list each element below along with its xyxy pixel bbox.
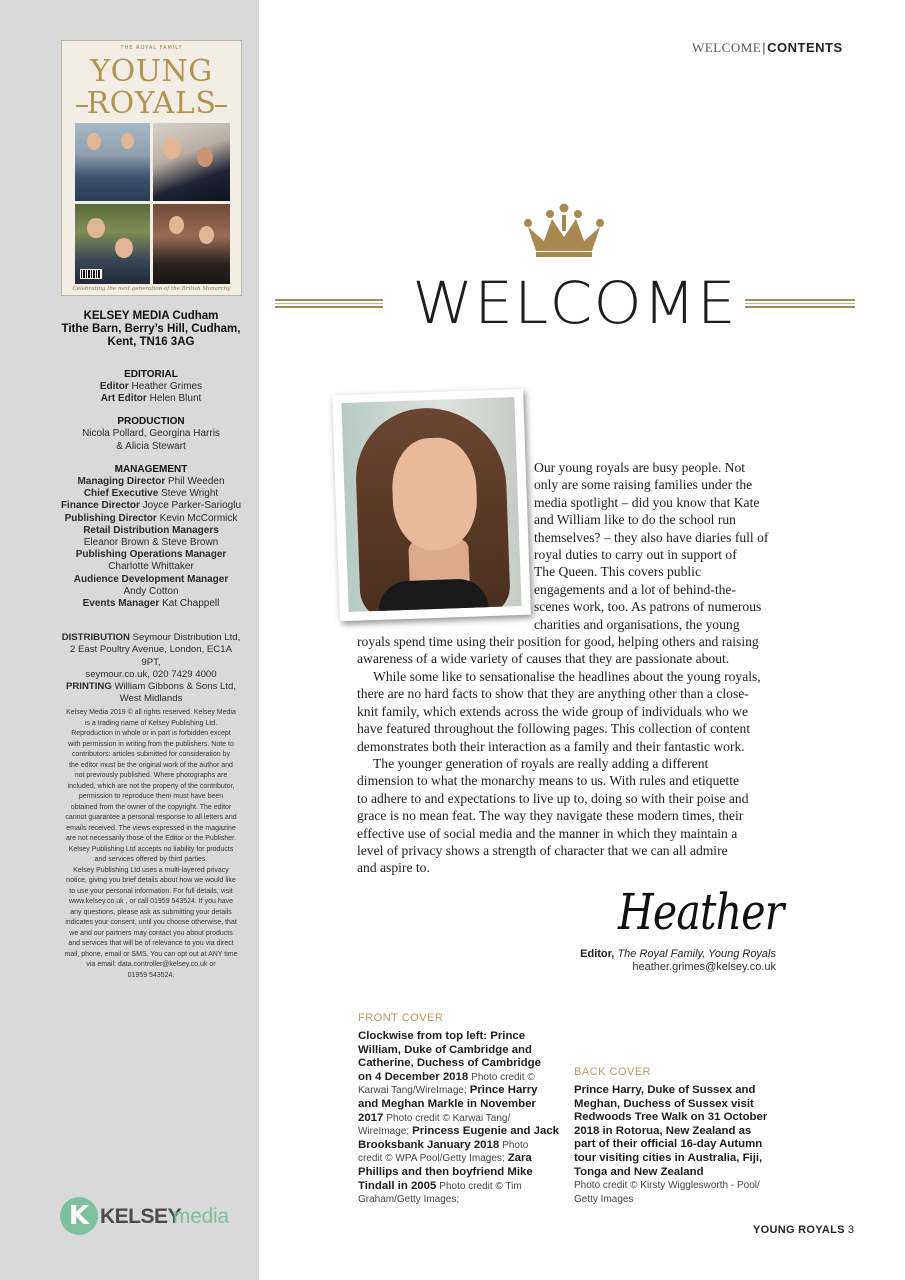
cover-photo-harry-meghan: [153, 123, 230, 201]
text-line: royal duties to carry out in support of: [534, 547, 737, 563]
section-name: WELCOME: [692, 40, 762, 55]
legal-line: to use your personal information. For full details, visit: [69, 887, 233, 895]
legal-line: Kelsey Media 2019 © all rights reserved. Kelsey Media: [66, 709, 236, 716]
legal-line: not previously published. Where photographs are: [74, 772, 228, 779]
magazine-cover-thumbnail: [61, 40, 242, 296]
credit-line: Publishing Director Kevin McCormick: [64, 512, 238, 524]
legal-line: included, which are not the property of the contributor,: [67, 782, 235, 790]
text-line: knit family, which extends across the wide group of individuals who we: [357, 703, 748, 719]
text-line: The Queen. This covers public: [534, 564, 701, 580]
page-footer: [753, 1224, 854, 1236]
intro-paragraph-continued: [357, 633, 759, 668]
text-line: themselves? – they also have diaries full of: [534, 529, 769, 545]
publisher-address: [60, 310, 242, 350]
barcode-icon: [80, 269, 102, 279]
legal-line: with permission in writing from the publishers. Note to: [68, 740, 234, 748]
text-line: awareness of a wide variety of causes that they are passionate about.: [357, 651, 730, 667]
legal-line: indicates your consent, until you choose otherwise, that: [65, 919, 237, 926]
legal-line: permission to reproduce them must have been: [78, 793, 224, 800]
text-line: Our young royals are busy people. Not: [534, 460, 746, 475]
legal-line: obtained from the owner of the copyright. The editor: [70, 803, 232, 811]
address-line: Tithe Barn, Berry’s Hill, Cudham,: [61, 323, 241, 336]
body-paragraph-2: [357, 668, 761, 755]
editor-credit: Editor, The Royal Family, Young Royals: [580, 948, 776, 960]
cover-tagline: Celebrating the next generation of the British Monarchy: [72, 286, 231, 292]
legal-line: via email: data.controller@kelsey.co.uk or: [86, 961, 216, 968]
text-line: media spotlight – did you know that Kate: [534, 494, 760, 510]
legal-notice: [60, 708, 242, 981]
logo-wordmark-media: media: [173, 1205, 229, 1228]
kelsey-logo-icon: K: [60, 1197, 98, 1235]
legal-line: emails received. The views expressed in the magazine: [66, 824, 236, 832]
text-line: demonstrates both their interaction as a family and their fantastic work.: [357, 738, 745, 754]
address-line: Kent, TN16 3AG: [107, 336, 195, 349]
production-heading: PRODUCTION: [117, 416, 185, 428]
cover-title-line1: YOUNG: [90, 54, 213, 89]
credit-line: Editor Heather Grimes: [99, 380, 203, 392]
legal-line: Reproduction in whole or in part is forbidden except: [71, 730, 231, 737]
legal-line: and services that will be of relevance to you via direct: [68, 940, 234, 947]
text-line: to adhere to and expectations to live up to, doing so with their poise and: [357, 790, 749, 806]
credit-line: DISTRIBUTION Seymour Distribution Ltd,: [61, 632, 241, 644]
credit-line: PRINTING William Gibbons & Sons Ltd,: [65, 681, 237, 693]
text-line: While some like to sensationalise the headlines about the young royals,: [373, 669, 761, 684]
address-line: KELSEY MEDIA Cudham: [83, 310, 219, 322]
editor-portrait-photo: [332, 389, 531, 622]
legal-line: are not necessarily those of the Editor or the Publisher.: [65, 835, 237, 842]
credit-line: seymour.co.uk, 020 7429 4000: [85, 668, 217, 680]
logo-wordmark: KELSEY: [100, 1205, 182, 1228]
section-header: [692, 40, 862, 56]
text-line: engagements and a lot of behind-the-: [534, 581, 736, 597]
section-divider: |: [762, 40, 767, 55]
legal-line: cannot guarantee a personal response to all letters and: [65, 814, 237, 821]
text-line: grace is no mean feat. The way they navigate these modern times, their: [357, 808, 744, 824]
credit-line: Andy Cotton: [123, 585, 179, 597]
distribution-block: [60, 632, 242, 705]
text-line: only are some raising families under the: [534, 477, 753, 493]
text-line: royals spend time using their position for good, helping others and raising: [357, 634, 759, 649]
front-cover-label: FRONT COVER: [358, 1012, 444, 1024]
text-line: effective use of social media and the manner in which they maintain a: [357, 825, 738, 841]
text-line: have featured throughout the following pages. This collection of content: [357, 721, 751, 737]
intro-paragraph: [534, 459, 768, 633]
cover-photo-eugenie-jack: [153, 204, 230, 284]
credit-line: Nicola Pollard, Georgina Harris: [82, 428, 220, 440]
legal-line: notice, giving you brief details about how we would like: [66, 877, 236, 884]
back-cover-caption: Prince Harry, Duke of Sussex and Meghan, Duchess of Sussex visit Redwoods Tree Walk on 31 October 2018 in Rotorua, New Zealand as part of their official 16-day Autumn tour visiting cities in Australia, Fiji, Tonga and New Zealand Photo credit © Kirsty Wigglesworth - Pool/ Getty Images: [574, 1084, 768, 1205]
text-line: and William like to do the school run: [534, 512, 736, 528]
editorial-heading: EDITORIAL: [124, 368, 178, 380]
credit-line: Audience Development Manager: [73, 573, 229, 585]
credit-line: Retail Distribution Managers: [83, 524, 219, 536]
legal-line: 01959 543524.: [127, 971, 175, 979]
editor-signature: Heather: [618, 883, 784, 941]
legal-line: and services offered by third parties.: [94, 856, 208, 863]
legal-line: we and our partners may contact you about products: [69, 929, 233, 937]
footer-magazine-name: YOUNG ROYALS: [752, 1224, 845, 1236]
crown-icon: [522, 203, 606, 261]
title-rule-left: [275, 299, 383, 308]
management-heading: MANAGEMENT: [114, 463, 188, 475]
masthead-credits: [60, 310, 242, 705]
page-title: WELCOME: [412, 269, 737, 337]
credit-line: Managing Director Phil Weeden: [77, 476, 225, 488]
credit-line: Chief Executive Steve Wright: [83, 488, 219, 500]
title-rule-right: [745, 299, 855, 308]
cover-small-caption: THE ROYAL FAMILY: [120, 45, 183, 51]
legal-line: Kelsey Publishing Ltd uses a multi-layered privacy: [73, 866, 229, 874]
credit-line: Finance Director Joyce Parker-Sarioglu: [60, 500, 242, 512]
legal-line: Kelsey Publishing Ltd accepts no liability for products: [68, 845, 234, 853]
legal-line: www.kelsey.co.uk , or call 01959 543524. If you have: [68, 898, 234, 905]
credit-line: Eleanor Brown & Steve Brown: [83, 537, 219, 549]
legal-line: is a trading name of Kelsey Publishing Ltd.: [84, 719, 218, 727]
legal-line: mail, phone, email or SMS. You can opt out at ANY time: [64, 950, 238, 958]
credit-line: West Midlands: [119, 693, 183, 705]
text-line: scenes work, too. As patrons of numerous: [534, 599, 762, 615]
legal-line: contributors: articles submitted for consideration by: [72, 751, 230, 758]
page-number: 3: [847, 1224, 854, 1236]
text-line: The younger generation of royals are really adding a different: [373, 756, 709, 771]
text-line: charities and organisations, the young: [534, 616, 740, 632]
credit-line: Publishing Operations Manager: [75, 549, 227, 561]
legal-line: any questions, please ask as submitting your details: [70, 908, 232, 916]
kelsey-media-logo: [60, 1195, 242, 1235]
section-current: CONTENTS: [767, 40, 843, 55]
credit-line: & Alicia Stewart: [116, 440, 186, 452]
masthead-sidebar: [0, 0, 259, 1280]
cover-photo-william-kate: [75, 123, 150, 201]
text-line: there are no hard facts to show that they are anything other than a close-: [357, 686, 749, 702]
body-paragraph-3: [357, 755, 749, 877]
legal-line: the editor must be the original work of the author and: [69, 761, 233, 769]
front-cover-caption: Clockwise from top left: Prince William, Duke of Cambridge and Catherine, Duchess of Cambridge on 4 December 2018 Photo credit © Karwai Tang/WireImage; Prince Harry and Meghan Markle in November 2017 Photo credit © Karwai Tang/ WireImage; Princess Eugenie and Jack Brooksbank January 2018 Photo credit © WPA Pool/Getty Images; Zara Phillips and then boyfriend Mike Tindall in 2005 Photo credit © Tim Graham/Getty Images;: [358, 1030, 560, 1206]
credit-line: Charlotte Whittaker: [108, 561, 194, 573]
text-line: dimension to what the monarchy means to us. With rules and etiquette: [357, 773, 740, 789]
text-line: level of privacy shows a strength of character that we can all admire: [357, 843, 728, 859]
credit-line: 2 East Poultry Avenue, London, EC1A 9PT,: [70, 644, 232, 668]
credit-line: Events Manager Kat Chappell: [82, 598, 220, 610]
text-line: and aspire to.: [357, 860, 430, 876]
cover-title-line2: ROYALS: [86, 86, 217, 121]
credit-line: Art Editor Helen Blunt: [100, 393, 202, 405]
back-cover-label: BACK COVER: [574, 1066, 652, 1078]
editor-email: heather.grimes@kelsey.co.uk: [632, 961, 776, 973]
